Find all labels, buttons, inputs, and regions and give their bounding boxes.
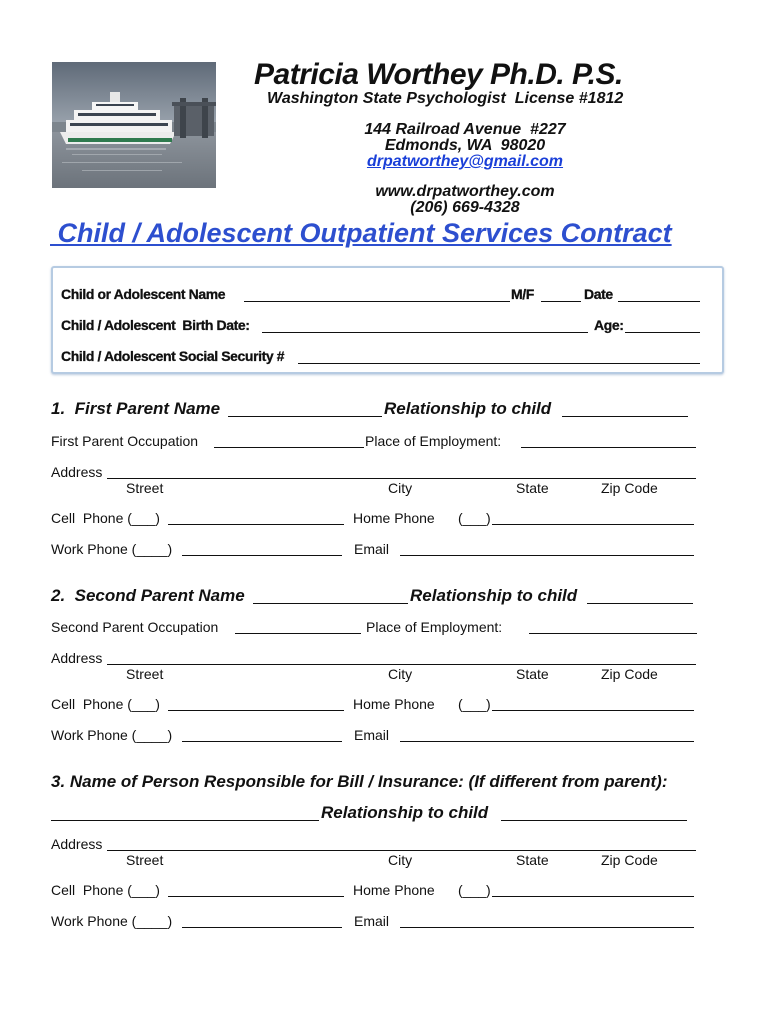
street-label: Street [126,852,164,868]
second-parent-work-field[interactable] [182,741,342,742]
birth-date-label: Child / Adolescent Birth Date: [61,317,250,333]
first-parent-home-field[interactable] [492,524,694,525]
phone-number: (206) 669-4328 [410,199,520,216]
zip-label: Zip Code [601,666,658,682]
second-parent-cell-label: Cell Phone (___) [51,696,160,712]
billing-relationship-field[interactable] [501,820,687,821]
first-parent-home-paren: (___) [458,510,491,526]
billing-work-field[interactable] [182,927,342,928]
age-label: Age: [594,317,624,333]
first-parent-employment-label: Place of Employment: [365,433,502,449]
second-parent-cell-field[interactable] [168,710,344,711]
address-line-2: Edmonds, WA 98020 [384,137,546,154]
second-parent-name-label: 2. Second Parent Name [51,586,245,605]
first-parent-work-field[interactable] [182,555,342,556]
state-label: State [516,666,549,682]
first-parent-home-label: Home Phone [353,510,435,526]
first-parent-employment-field[interactable] [521,447,696,448]
child-name-field[interactable] [244,301,510,302]
city-label: City [388,666,413,682]
second-parent-home-field[interactable] [492,710,694,711]
second-parent-email-field[interactable] [400,741,694,742]
zip-label: Zip Code [601,480,658,496]
birth-date-field[interactable] [262,332,588,333]
street-label: Street [126,666,164,682]
second-parent-employment-field[interactable] [529,633,697,634]
page-title: Child / Adolescent Outpatient Services Contract [50,218,672,248]
city-label: City [388,852,413,868]
zip-label: Zip Code [601,852,658,868]
first-parent-email-field[interactable] [400,555,694,556]
city-label: City [388,480,413,496]
second-parent-occupation-field[interactable] [235,633,361,634]
first-parent-address-label: Address [51,464,103,480]
email-link[interactable]: drpatworthey@gmail.com [366,153,564,170]
first-parent-occupation-label: First Parent Occupation [51,433,199,449]
website: www.drpatworthey.com [375,183,555,200]
second-parent-relationship-field[interactable] [587,603,693,604]
first-parent-cell-label: Cell Phone (___) [51,510,160,526]
practitioner-name: Patricia Worthey Ph.D. P.S. [254,58,623,91]
second-parent-employment-label: Place of Employment: [366,619,503,635]
billing-home-field[interactable] [492,896,694,897]
first-parent-email-label: Email [354,541,390,557]
second-parent-name-field[interactable] [253,603,408,604]
second-parent-address-label: Address [51,650,103,666]
first-parent-cell-field[interactable] [168,524,344,525]
billing-work-label: Work Phone (____) [51,913,173,929]
billing-relationship-label: Relationship to child [321,803,489,822]
first-parent-work-label: Work Phone (____) [51,541,173,557]
billing-email-label: Email [354,913,390,929]
first-parent-name-label: 1. First Parent Name [51,399,221,418]
second-parent-relationship-label: Relationship to child [410,586,578,605]
ssn-field[interactable] [298,363,700,364]
billing-address-field[interactable] [107,850,696,851]
billing-cell-field[interactable] [168,896,344,897]
first-parent-occupation-field[interactable] [214,447,364,448]
ssn-label: Child / Adolescent Social Security # [61,348,285,364]
first-parent-relationship-field[interactable] [562,416,688,417]
billing-heading: 3. Name of Person Responsible for Bill / Insurance: (If different from parent): [51,772,668,791]
second-parent-home-label: Home Phone [353,696,435,712]
first-parent-address-field[interactable] [107,478,696,479]
billing-cell-label: Cell Phone (___) [51,882,160,898]
state-label: State [516,480,549,496]
street-label: Street [126,480,164,496]
license-line: Washington State Psychologist License #1812 [267,90,624,107]
state-label: State [516,852,549,868]
address-line-1: 144 Railroad Avenue #227 [364,121,566,138]
child-name-label: Child or Adolescent Name [61,286,226,302]
second-parent-email-label: Email [354,727,390,743]
mf-label: M/F [511,286,534,302]
second-parent-work-label: Work Phone (____) [51,727,173,743]
mf-field[interactable] [541,301,581,302]
second-parent-home-paren: (___) [458,696,491,712]
age-field[interactable] [625,332,700,333]
second-parent-occupation-label: Second Parent Occupation [51,619,219,635]
billing-home-label: Home Phone [353,882,435,898]
date-label: Date [584,286,613,302]
billing-address-label: Address [51,836,103,852]
first-parent-relationship-label: Relationship to child [384,399,552,418]
billing-name-field[interactable] [51,820,319,821]
second-parent-address-field[interactable] [107,664,696,665]
billing-home-paren: (___) [458,882,491,898]
date-field[interactable] [618,301,700,302]
first-parent-name-field[interactable] [228,416,382,417]
billing-email-field[interactable] [400,927,694,928]
